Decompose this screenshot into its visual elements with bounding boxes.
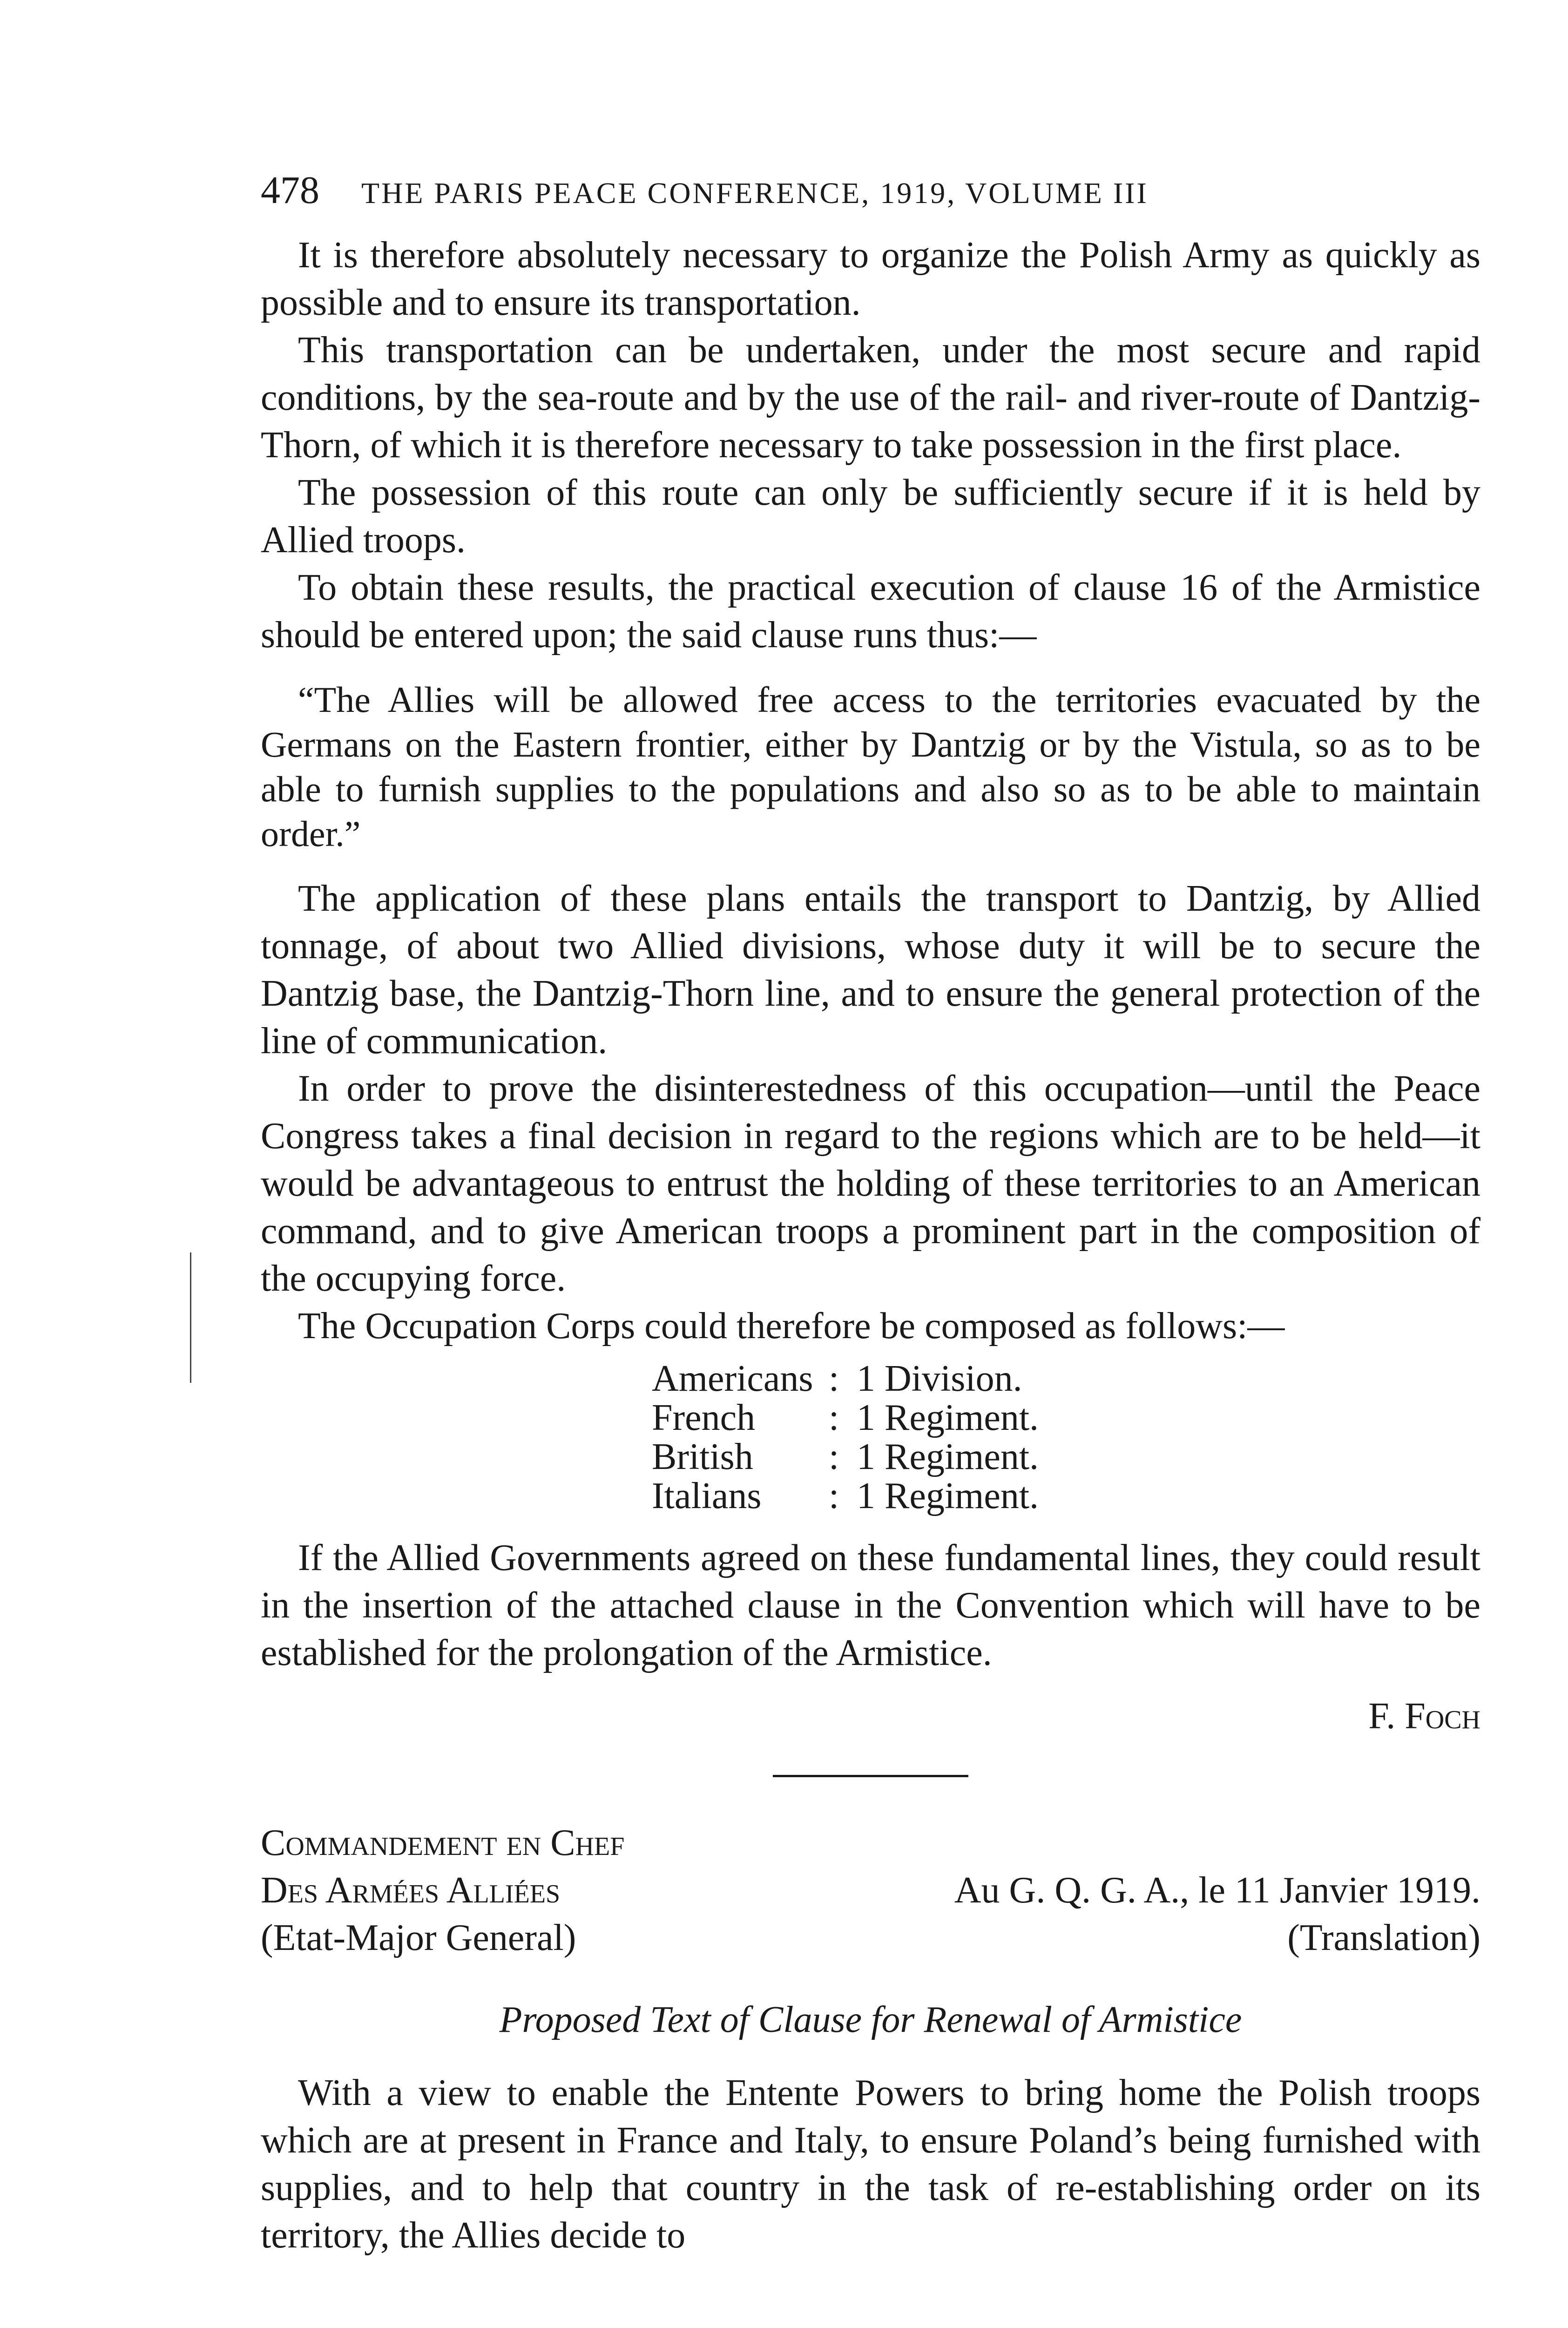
armistice-clause-quote (261, 677, 1480, 856)
corps-row (652, 1359, 1039, 1398)
paragraph-3: The possession of this route can only be sufficiently secure if it is held by Allied troops. (261, 472, 1480, 561)
corps-nation: Americans (652, 1358, 813, 1399)
corps-unit: 1 Regiment. (857, 1436, 1039, 1477)
corps-colon: : (829, 1397, 839, 1438)
paragraph-8: If the Allied Governments agreed on these fundamental lines, they could result in the insertion of the attached clause in the Convention which will have to be established for the prolongation of the Armistice. (261, 1537, 1480, 1673)
place-date: Au G. Q. G. A., le 11 Janvier 1919. (954, 1870, 1480, 1911)
corps-unit: 1 Regiment. (857, 1397, 1039, 1438)
translation-note: (Translation) (1287, 1917, 1480, 1958)
corps-colon: : (829, 1358, 839, 1399)
paragraph-4: To obtain these results, the practical execution of clause 16 of the Armistice should be entered upon; the said clause runs thus:— (261, 567, 1480, 656)
corps-unit: 1 Division. (857, 1358, 1022, 1399)
occupation-corps-table (652, 1359, 1039, 1516)
document-page (261, 168, 1480, 2259)
corps-row (652, 1437, 1039, 1476)
running-head: THE PARIS PEACE CONFERENCE, 1919, VOLUME III (361, 176, 1149, 210)
corps-nation: British (652, 1436, 753, 1477)
corps-nation: French (652, 1397, 756, 1438)
corps-nation: Italians (652, 1475, 762, 1516)
clause-text: With a view to enable the Entente Powers to bring home the Polish troops which are at present in France and Italy, to ensure Poland’s being furnished with supplies, and to help that country in the task of re-establishing order on its territory, the Allies decide to (261, 2072, 1480, 2256)
letterhead-issuer (261, 1819, 624, 1962)
letterhead-dateline (954, 1819, 1480, 1962)
corps-row (652, 1476, 1039, 1516)
paragraph-1: It is therefore absolutely necessary to organize the Polish Army as quickly as possible and to ensure its transportation. (261, 235, 1480, 323)
clause-title: Proposed Text of Clause for Renewal of Armistice (499, 1999, 1242, 2040)
paragraph-6: In order to prove the disinterestedness of this occupation—until the Peace Congress takes a final decision in regard to the regions which are to be held—it would be advantageous to entrust the holding of these territories to an American command, and to give American troops a prominent part in the composition of the occupying force. (261, 1068, 1480, 1299)
issuer-line-2: Des Armées Alliées (261, 1870, 561, 1911)
page-header (261, 168, 1480, 213)
corps-unit: 1 Regiment. (857, 1475, 1039, 1516)
paragraph-2: This transportation can be undertaken, under the most secure and rapid conditions, by the sea-route and by the use of the rail- and river-route of Dantzig-Thorn, of which it is therefore necessary to take possession in the first place. (261, 330, 1480, 466)
paragraph-5: The application of these plans entails the transport to Dantzig, by Allied tonnage, of about two Allied divisions, whose duty it will be to secure the Dantzig base, the Dantzig-Thorn line, and to ensure the general protection of the line of communication. (261, 878, 1480, 1062)
marginal-mark (190, 1252, 191, 1383)
corps-colon: : (829, 1475, 839, 1516)
corps-row (652, 1398, 1039, 1437)
signature: F. Foch (1368, 1696, 1480, 1737)
letterhead (261, 1819, 1480, 1962)
section-divider (773, 1775, 968, 1777)
page-number: 478 (261, 169, 319, 212)
paragraph-7: The Occupation Corps could therefore be composed as follows:— (298, 1306, 1285, 1347)
issuer-line-3: (Etat-Major General) (261, 1917, 576, 1958)
issuer-line-1: Commandement en Chef (261, 1822, 625, 1863)
corps-colon: : (829, 1436, 839, 1477)
quote-text: “The Allies will be allowed free access to the territories evacuated by the Germans on the Eastern frontier, either by Dantzig or by the Vistula, so as to be able to furnish supplies to the populations and also so as to be able to maintain order.” (261, 679, 1480, 854)
